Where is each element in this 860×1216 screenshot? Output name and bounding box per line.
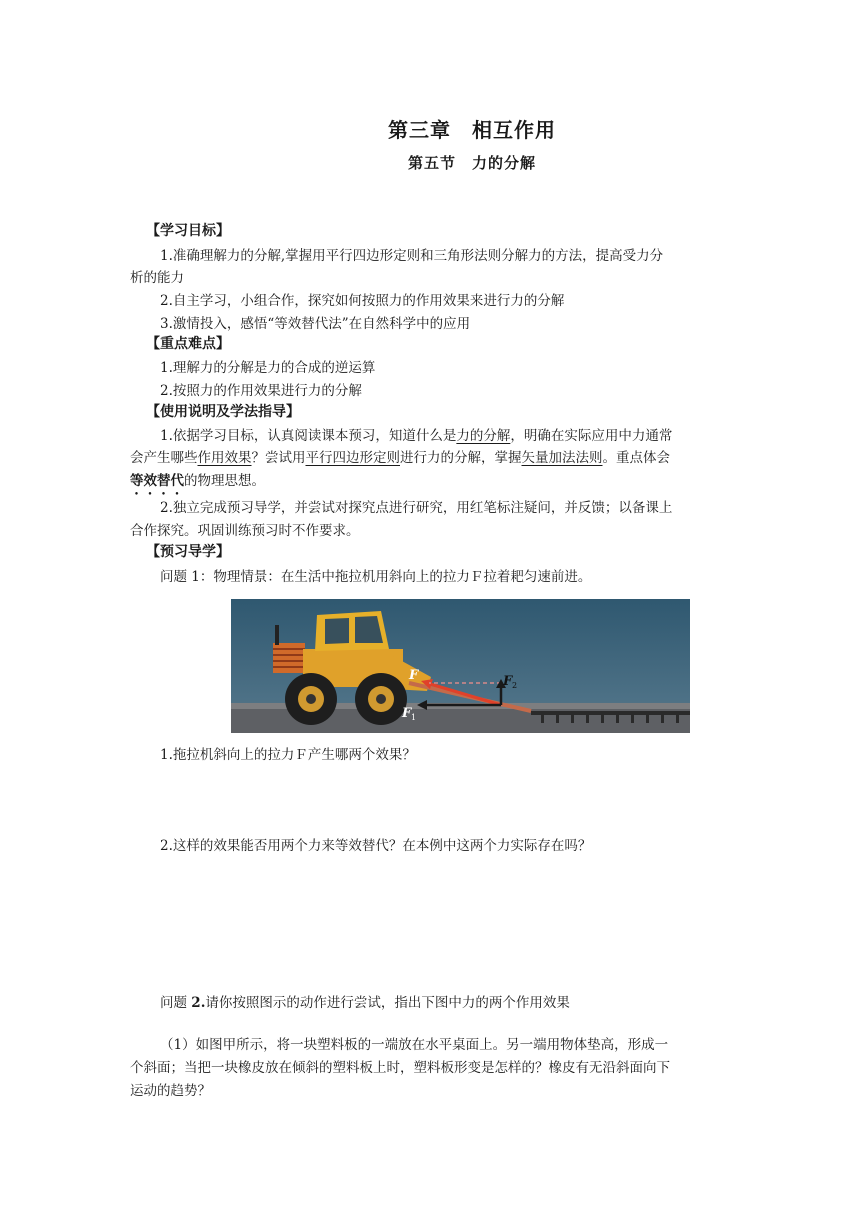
question-2-part-1-line-b: 个斜面；当把一块橡皮放在倾斜的塑料板上时，塑料板形变是怎样的？橡皮有无沿斜面向下 [130, 1060, 670, 1076]
term-parallelogram-rule: 平行四边形定则 [305, 450, 400, 466]
key-points-heading: 【重点难点】 [146, 336, 230, 352]
goal-1-line-b: 析的能力 [130, 270, 184, 286]
goal-3: 3.激情投入，感悟“等效替代法”在自然科学中的应用 [160, 316, 471, 332]
goals-heading: 【学习目标】 [146, 223, 230, 239]
term-force-decomposition: 力的分解 [456, 428, 511, 444]
question-1-sub-2: 2.这样的效果能否用两个力来等效替代？在本例中这两个力实际存在吗？ [160, 838, 592, 854]
instruction-text: 1.依据学习目标，认真阅读课本预习，知道什么是 [160, 428, 457, 444]
instruction-line-2 [130, 446, 670, 466]
question-2-number: 2. [191, 995, 206, 1011]
instruction-line-5: 合作探究。巩固训练预习时不作要求。 [130, 523, 360, 539]
question-2 [160, 991, 570, 1011]
question-2-part-1-line-c: 运动的趋势？ [130, 1083, 211, 1099]
question-2-prefix: 问题 [160, 995, 192, 1011]
label-f2-subscript: 2 [512, 681, 518, 690]
instruction-line-3 [130, 469, 265, 498]
tractor-photo [231, 599, 690, 733]
goal-1-line-a: 1.准确理解力的分解,掌握用平行四边形定则和三角形法则分解力的方法，提高受力分 [160, 248, 664, 264]
instruction-text: ，明确在实际应用中力通常 [510, 428, 673, 444]
instruction-text: 会产生哪些 [130, 450, 198, 466]
label-f1: F [402, 706, 412, 721]
question-2-part-1-line-a: （1）如图甲所示，将一块塑料板的一端放在水平桌面上。另一端用物体垫高，形成一 [160, 1037, 669, 1053]
instruction-text: 的物理思想。 [184, 473, 265, 489]
preview-heading: 【预习导学】 [146, 544, 230, 560]
instruction-line-1 [160, 424, 672, 444]
goal-2: 2.自主学习，小组合作，探究如何按照力的作用效果来进行力的分解 [160, 293, 565, 309]
label-f: F [409, 668, 419, 683]
instructions-heading: 【使用说明及学法指导】 [146, 404, 300, 420]
instruction-line-4: 2.独立完成预习导学，并尝试对探究点进行研究，用红笔标注疑问，并反馈；以备课上 [160, 500, 673, 516]
key-point-2: 2.按照力的作用效果进行力的分解 [160, 383, 362, 399]
instruction-text: 进行力的分解，掌握 [400, 450, 522, 466]
label-f2: F [503, 674, 513, 689]
label-f1-subscript: 1 [411, 713, 417, 722]
instruction-text: 。重点体会 [602, 450, 670, 466]
chapter-title: 第三章 相互作用 [388, 118, 556, 142]
question-2-text: 请你按照图示的动作进行尝试，指出下图中力的两个作用效果 [205, 995, 570, 1011]
instruction-text: ？尝试用 [251, 450, 306, 466]
term-equivalent-substitution: 等效替代 [130, 473, 184, 489]
term-vector-addition: 矢量加法法则 [521, 450, 603, 466]
term-effect: 作用效果 [197, 450, 252, 466]
section-title: 第五节 力的分解 [407, 154, 536, 172]
question-1-sub-1: 1.拖拉机斜向上的拉力Ｆ产生哪两个效果？ [160, 747, 416, 763]
key-point-1: 1.理解力的分解是力的合成的逆运算 [160, 360, 376, 376]
question-1: 问题 1：物理情景：在生活中拖拉机用斜向上的拉力Ｆ拉着耙匀速前进。 [160, 569, 592, 585]
